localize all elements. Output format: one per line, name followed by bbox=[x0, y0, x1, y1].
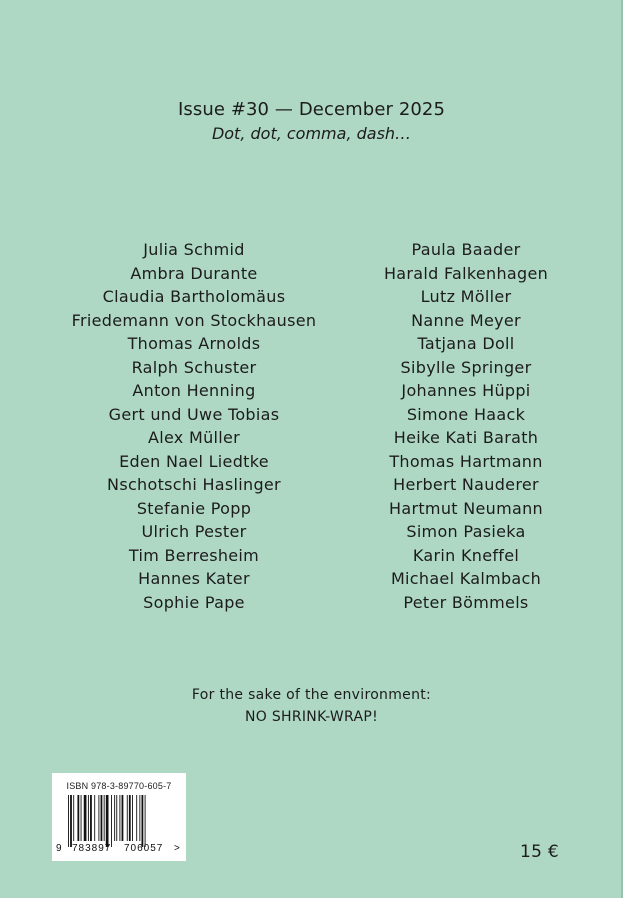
contributor-name: Gert und Uwe Tobias bbox=[108, 404, 280, 424]
contributor-name: Thomas Hartmann bbox=[389, 451, 543, 471]
issue-line: Issue #30 — December 2025 bbox=[177, 99, 446, 120]
contributor-name: Tim Berresheim bbox=[128, 545, 260, 565]
barcode-digit-lead: 9 bbox=[56, 843, 62, 854]
contributor-name: Simon Pasieka bbox=[406, 522, 526, 541]
contributors-right-column bbox=[356, 238, 576, 614]
contributor-name: Sophie Pape bbox=[143, 592, 245, 612]
contributor-name: Michael Kalmbach bbox=[390, 569, 542, 588]
barcode-digit-tail: > bbox=[174, 843, 180, 854]
contributor-name: Paula Baader bbox=[411, 240, 521, 259]
environment-note-line1: For the sake of the environment: bbox=[191, 687, 432, 703]
contributor-name: Nschotschi Haslinger bbox=[107, 475, 281, 494]
contributor-name: Hannes Kater bbox=[138, 569, 250, 588]
isbn-label: ISBN 978-3-89770-605-7 bbox=[66, 781, 172, 791]
isbn-barcode bbox=[52, 773, 186, 861]
contributor-name: Karin Kneffel bbox=[412, 545, 520, 565]
contributor-name: Heike Kati Barath bbox=[393, 428, 539, 447]
contributor-name: Eden Nael Liedtke bbox=[119, 451, 269, 471]
price-label: 15 € bbox=[520, 842, 560, 862]
contributor-name: Ralph Schuster bbox=[131, 357, 257, 377]
contributor-name: Alex Müller bbox=[147, 428, 241, 447]
cover-header bbox=[0, 97, 623, 145]
contributor-name: Thomas Arnolds bbox=[127, 334, 261, 353]
contributor-name: Nanne Meyer bbox=[411, 310, 521, 330]
barcode-digits-group2: 706057 bbox=[124, 843, 164, 854]
contributor-name: Anton Henning bbox=[132, 381, 256, 400]
contributor-name: Claudia Bartholomäus bbox=[102, 287, 286, 306]
barcode-graphic bbox=[52, 773, 186, 861]
contributor-name: Johannes Hüppi bbox=[401, 381, 531, 400]
contributor-name: Peter Bömmels bbox=[403, 592, 529, 612]
environment-note-line2: NO SHRINK-WRAP! bbox=[244, 709, 378, 725]
contributor-name: Ulrich Pester bbox=[141, 522, 247, 541]
contributor-name: Hartmut Neumann bbox=[389, 498, 543, 518]
contributor-name: Simone Haack bbox=[406, 404, 526, 424]
contributor-name: Herbert Nauderer bbox=[393, 475, 539, 494]
contributor-name: Julia Schmid bbox=[143, 240, 245, 259]
environment-note bbox=[0, 684, 623, 728]
barcode-digits-group1: 783897 bbox=[72, 843, 112, 854]
contributor-name: Lutz Möller bbox=[420, 287, 512, 306]
contributor-name: Tatjana Doll bbox=[417, 334, 515, 353]
contributor-name: Harald Falkenhagen bbox=[383, 263, 549, 283]
contributor-name: Stefanie Popp bbox=[136, 498, 252, 518]
contributor-name: Ambra Durante bbox=[130, 263, 258, 283]
contributor-name: Friedemann von Stockhausen bbox=[71, 310, 317, 330]
contributors-left-column bbox=[44, 238, 344, 614]
issue-subtitle: Dot, dot, comma, dash… bbox=[211, 124, 412, 143]
contributor-name: Sibylle Springer bbox=[400, 357, 532, 377]
